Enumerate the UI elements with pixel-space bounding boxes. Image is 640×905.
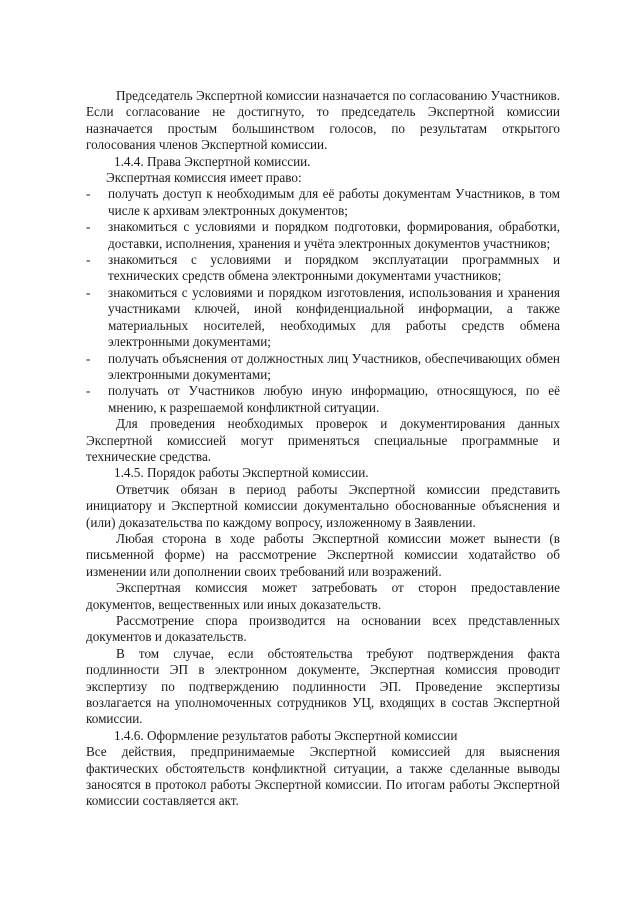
paragraph-case: В том случае, если обстоятельства требуют подтверждения факта подлинности ЭП в электронном документе, Экспертная комиссия проводит экспертизу по подтверждению подлинности ЭП. Проведение экспертизы возлагается на уполномоченных сотрудников УЦ, входящих в состав Экспертной комиссии. (86, 645, 560, 727)
list-item-text: знакомиться с условиями и порядком эксплуатации программных и технических средств обмена электронными документами участников; (108, 252, 560, 284)
list-item (86, 219, 560, 252)
list-item-text: знакомиться с условиями и порядком изготовления, использования и хранения участниками ключей, иной конфиденциальной информации, а также материальных носителей, необходимых для работы средств обмена электронными документами; (108, 284, 560, 350)
paragraph-chairman: Председатель Экспертной комиссии назначается по согласованию Участников. Если согласование не достигнуто, то председатель Экспертной комиссии назначается простым большинством голосов, по результатам открытого голосования членов Экспертной комиссии. (86, 88, 560, 153)
list-item (86, 383, 560, 416)
list-dash: - (86, 350, 91, 366)
list-item-text: получать доступ к необходимым для её работы документам Участников, в том числе к архивам электронных документов; (108, 186, 560, 218)
paragraph-request: Экспертная комиссия может затребовать от сторон предоставление документов, вещественных или иных доказательств. (86, 580, 560, 612)
list-item (86, 285, 560, 351)
list-dash: - (86, 252, 91, 268)
list-item (86, 252, 560, 285)
document-body (86, 88, 560, 810)
list-item (86, 351, 560, 384)
list-dash: - (86, 219, 91, 235)
rights-intro: Экспертная комиссия имеет право: (106, 170, 302, 186)
list-item-text: получать объяснения от должностных лиц Участников, обеспечивающих обмен электронными документами; (108, 350, 560, 382)
paragraph-respondent: Ответчик обязан в период работы Экспертной комиссии представить инициатору и Экспертной комиссии документально обоснованные объяснения и (или) доказательства по каждому вопросу, изложенному в Заявлении. (86, 481, 560, 530)
list-dash: - (86, 284, 91, 300)
paragraph-tools: Для проведения необходимых проверок и документирования данных Экспертной комиссией могут применяться специальные программные и технические средства. (86, 416, 560, 464)
paragraph-review: Рассмотрение спора производится на основании всех представленных документов и доказательств. (86, 613, 560, 645)
list-item-text: получать от Участников любую иную информацию, относящуюся, по её мнению, к разрешаемой конфликтной ситуации. (108, 383, 560, 415)
list-dash: - (86, 186, 91, 202)
paragraph-final: Все действия, предпринимаемые Экспертной комиссией для выяснения фактических обстоятельств конфликтной ситуации, а также сделанные выводы заносятся в протокол работы Экспертной комиссии. По итогам работы Экспертной комиссии составляется акт. (86, 744, 560, 809)
rights-list (86, 186, 560, 416)
paragraph-any-party: Любая сторона в ходе работы Экспертной комиссии может вынести (в письменной форме) на рассмотрение Экспертной комиссии ходатайство об изменении или дополнении своих требований или возражений. (86, 530, 560, 579)
section-heading-1-4-5: 1.4.5. Порядок работы Экспертной комиссии. (114, 465, 369, 481)
list-item-text: знакомиться с условиями и порядком подготовки, формирования, обработки, доставки, исполнения, хранения и учёта электронных документов участников; (108, 219, 560, 251)
list-dash: - (86, 383, 91, 399)
section-heading-1-4-4: 1.4.4. Права Экспертной комиссии. (114, 153, 311, 169)
section-heading-1-4-6: 1.4.6. Оформление результатов работы Экспертной комиссии (114, 727, 458, 743)
list-item (86, 186, 560, 219)
